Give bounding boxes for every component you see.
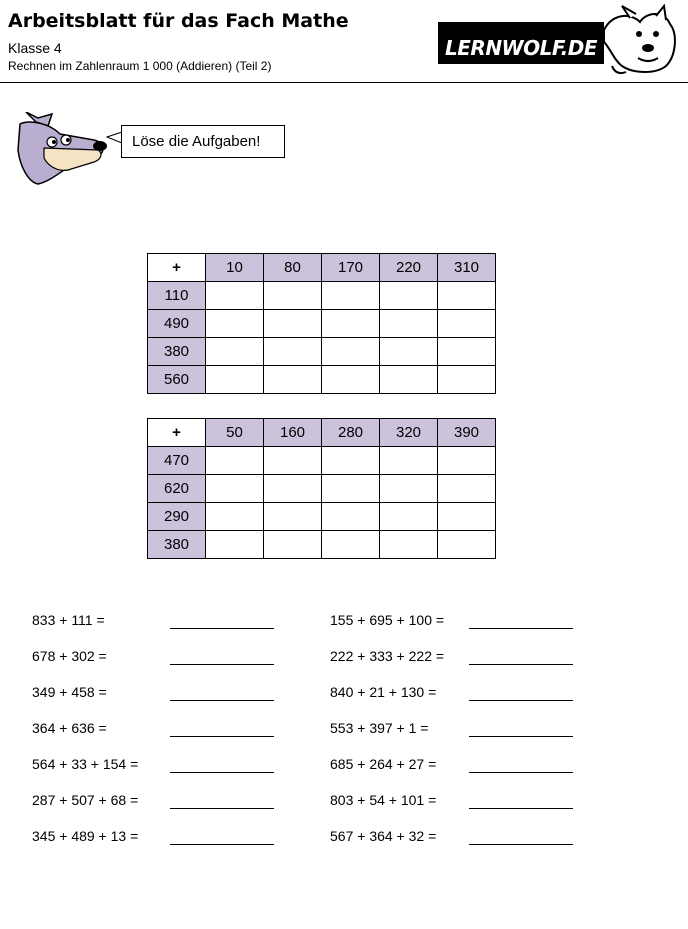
- addition-table-1: [147, 253, 496, 394]
- exercise-left: 678 + 302 =: [32, 648, 107, 664]
- wolf-mascot-icon: [8, 112, 112, 188]
- answer-cell[interactable]: [322, 310, 380, 338]
- answer-cell[interactable]: [438, 531, 496, 559]
- answer-cell[interactable]: [206, 310, 264, 338]
- answer-cell[interactable]: [322, 503, 380, 531]
- answer-line[interactable]: [170, 664, 274, 665]
- answer-cell[interactable]: [322, 366, 380, 394]
- answer-cell[interactable]: [264, 366, 322, 394]
- col-header: 280: [322, 419, 380, 447]
- answer-cell[interactable]: [438, 282, 496, 310]
- answer-cell[interactable]: [206, 366, 264, 394]
- exercise-left: 287 + 507 + 68 =: [32, 792, 139, 808]
- answer-cell[interactable]: [264, 310, 322, 338]
- answer-cell[interactable]: [380, 310, 438, 338]
- answer-cell[interactable]: [380, 338, 438, 366]
- exercise-right: 553 + 397 + 1 =: [330, 720, 429, 736]
- answer-cell[interactable]: [380, 475, 438, 503]
- answer-line[interactable]: [469, 844, 573, 845]
- exercise-right: 840 + 21 + 130 =: [330, 684, 437, 700]
- answer-line[interactable]: [469, 736, 573, 737]
- answer-line[interactable]: [469, 628, 573, 629]
- row-header: 470: [148, 447, 206, 475]
- grade-label: Klasse 4: [8, 40, 62, 56]
- col-header: 320: [380, 419, 438, 447]
- col-header: 390: [438, 419, 496, 447]
- header-divider: [0, 82, 688, 83]
- answer-cell[interactable]: [322, 475, 380, 503]
- exercise-right: 685 + 264 + 27 =: [330, 756, 437, 772]
- logo-dog-icon: [434, 4, 680, 78]
- answer-cell[interactable]: [380, 282, 438, 310]
- col-header: 160: [264, 419, 322, 447]
- col-header: 80: [264, 254, 322, 282]
- col-header: 220: [380, 254, 438, 282]
- row-header: 490: [148, 310, 206, 338]
- answer-cell[interactable]: [438, 475, 496, 503]
- exercise-right: 803 + 54 + 101 =: [330, 792, 437, 808]
- answer-cell[interactable]: [380, 531, 438, 559]
- exercise-left: 564 + 33 + 154 =: [32, 756, 139, 772]
- answer-line[interactable]: [170, 808, 274, 809]
- row-header: 380: [148, 338, 206, 366]
- answer-line[interactable]: [170, 700, 274, 701]
- answer-cell[interactable]: [380, 447, 438, 475]
- exercise-right: 567 + 364 + 32 =: [330, 828, 437, 844]
- answer-cell[interactable]: [264, 531, 322, 559]
- exercise-left: 349 + 458 =: [32, 684, 107, 700]
- answer-line[interactable]: [469, 664, 573, 665]
- col-header: 10: [206, 254, 264, 282]
- answer-cell[interactable]: [206, 282, 264, 310]
- row-header: 560: [148, 366, 206, 394]
- answer-cell[interactable]: [206, 475, 264, 503]
- answer-cell[interactable]: [380, 503, 438, 531]
- answer-line[interactable]: [170, 628, 274, 629]
- lernwolf-logo: [434, 4, 680, 78]
- row-header: 620: [148, 475, 206, 503]
- answer-cell[interactable]: [438, 503, 496, 531]
- exercise-right: 155 + 695 + 100 =: [330, 612, 445, 628]
- addition-table-2: [147, 418, 496, 559]
- logo-text: LERNWOLF.DE: [445, 36, 597, 60]
- answer-cell[interactable]: [322, 531, 380, 559]
- answer-cell[interactable]: [438, 447, 496, 475]
- col-header: 310: [438, 254, 496, 282]
- answer-cell[interactable]: [322, 282, 380, 310]
- answer-cell[interactable]: [264, 447, 322, 475]
- answer-cell[interactable]: [264, 282, 322, 310]
- answer-cell[interactable]: [380, 366, 438, 394]
- answer-cell[interactable]: [322, 338, 380, 366]
- answer-cell[interactable]: [206, 531, 264, 559]
- answer-cell[interactable]: [206, 447, 264, 475]
- answer-cell[interactable]: [322, 447, 380, 475]
- worksheet-title: Arbeitsblatt für das Fach Mathe: [8, 10, 349, 32]
- row-header: 110: [148, 282, 206, 310]
- answer-cell[interactable]: [264, 475, 322, 503]
- answer-line[interactable]: [469, 808, 573, 809]
- answer-line[interactable]: [170, 844, 274, 845]
- speech-bubble: [121, 125, 285, 158]
- row-header: 380: [148, 531, 206, 559]
- exercise-left: 345 + 489 + 13 =: [32, 828, 139, 844]
- instruction-text: Löse die Aufgaben!: [132, 133, 261, 150]
- exercise-right: 222 + 333 + 222 =: [330, 648, 445, 664]
- topic-label: Rechnen im Zahlenraum 1 000 (Addieren) (Teil 2): [8, 59, 272, 73]
- answer-line[interactable]: [170, 772, 274, 773]
- exercise-left: 833 + 111 =: [32, 612, 105, 628]
- answer-cell[interactable]: [264, 503, 322, 531]
- row-header: 290: [148, 503, 206, 531]
- col-header: 50: [206, 419, 264, 447]
- operator-cell: +: [148, 254, 206, 282]
- answer-cell[interactable]: [438, 338, 496, 366]
- answer-line[interactable]: [469, 700, 573, 701]
- answer-line[interactable]: [469, 772, 573, 773]
- col-header: 170: [322, 254, 380, 282]
- answer-cell[interactable]: [206, 503, 264, 531]
- answer-cell[interactable]: [264, 338, 322, 366]
- answer-cell[interactable]: [206, 338, 264, 366]
- exercise-left: 364 + 636 =: [32, 720, 107, 736]
- answer-line[interactable]: [170, 736, 274, 737]
- answer-cell[interactable]: [438, 366, 496, 394]
- operator-cell: +: [148, 419, 206, 447]
- answer-cell[interactable]: [438, 310, 496, 338]
